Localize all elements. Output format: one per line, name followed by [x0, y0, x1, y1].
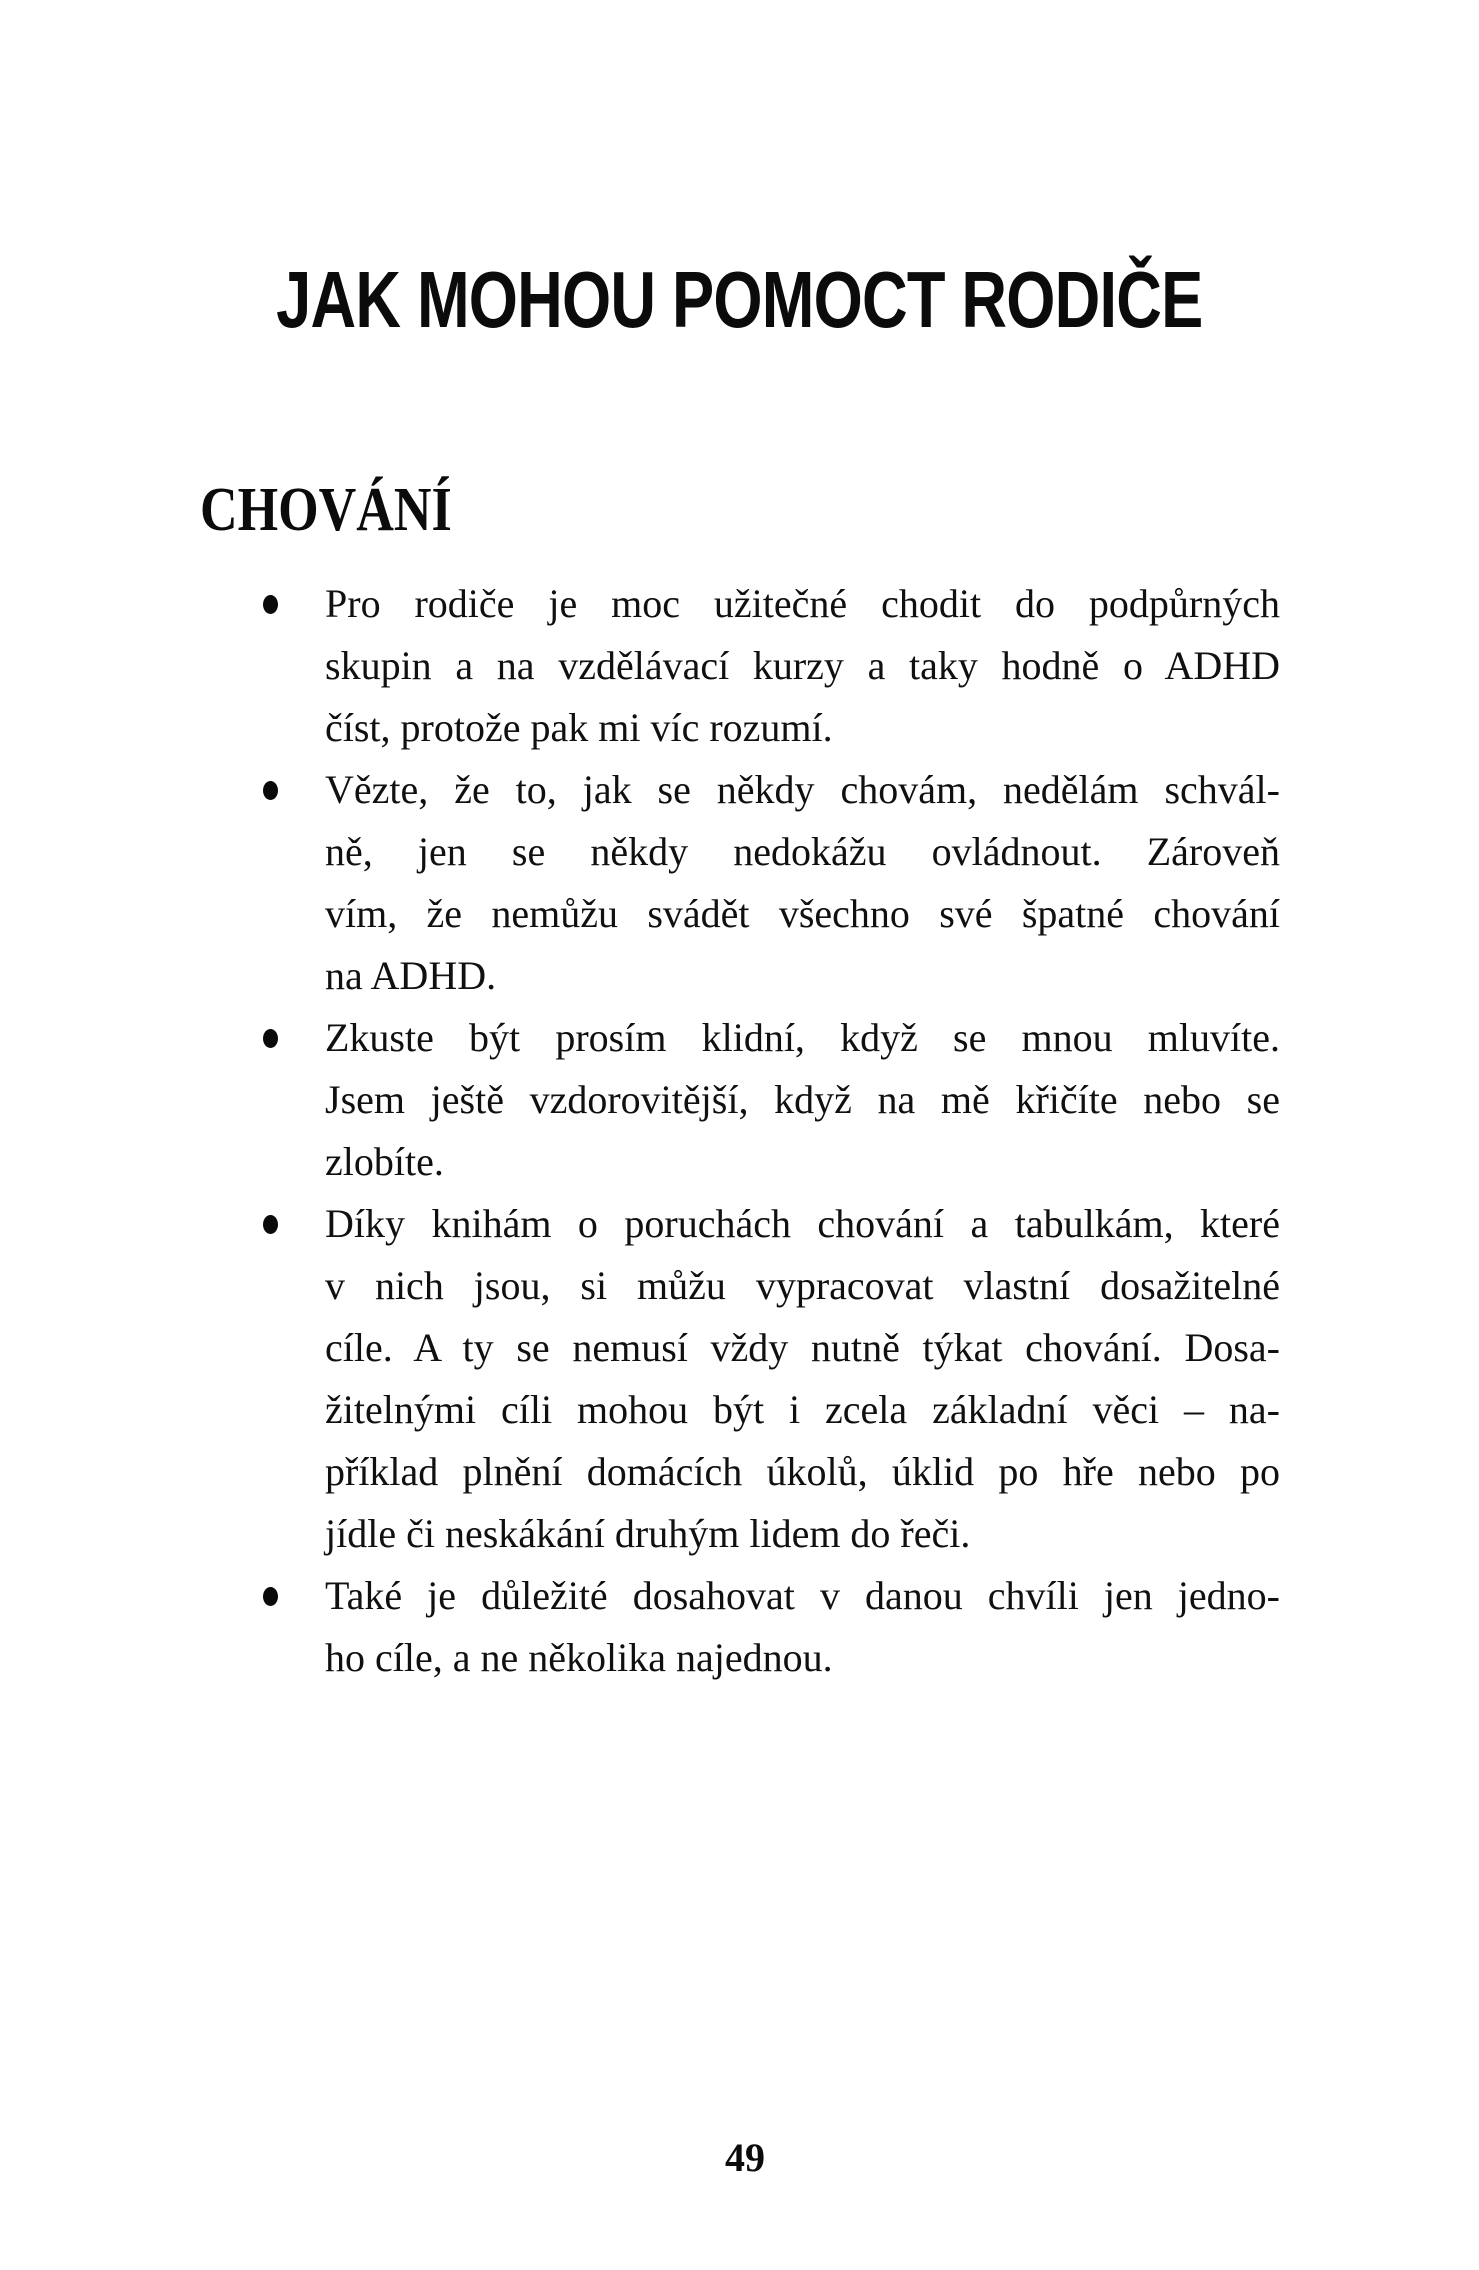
text-line: žitelnými cíli mohou být i zcela základní věci – na- — [325, 1387, 1280, 1432]
page-title-text: JAK MOHOU POMOCT RODIČE — [276, 255, 1203, 344]
bullet-icon — [263, 781, 278, 800]
text-line: skupin a na vzdělávací kurzy a taky hodně o ADHD — [325, 643, 1280, 688]
list-item — [325, 759, 1280, 1007]
text-line: na ADHD. — [325, 953, 497, 998]
section-heading-text: CHOVÁNÍ — [200, 476, 452, 544]
list-item — [325, 1565, 1280, 1689]
text-line: ně, jen se někdy nedokážu ovládnout. Zároveň — [325, 829, 1280, 874]
bullet-list — [325, 573, 1280, 1689]
text-line: Díky knihám o poruchách chování a tabulkám, které — [325, 1201, 1280, 1246]
text-line: v nich jsou, si můžu vypracovat vlastní dosažitelné — [325, 1263, 1280, 1308]
text-line: vím, že nemůžu svádět všechno své špatné chování — [325, 891, 1280, 936]
text-line: číst, protože pak mi víc rozumí. — [325, 705, 833, 750]
text-line: Zkuste být prosím klidní, když se mnou mluvíte. — [325, 1015, 1280, 1060]
text-line: příklad plnění domácích úkolů, úklid po hře nebo po — [325, 1449, 1280, 1494]
text-line: Pro rodiče je moc užitečné chodit do podpůrných — [325, 581, 1280, 626]
bullet-icon — [263, 1587, 278, 1606]
text-line: Vězte, že to, jak se někdy chovám, nedělám schvál- — [325, 767, 1280, 812]
text-line: jídle či neskákání druhým lidem do řeči. — [325, 1511, 971, 1556]
bullet-icon — [263, 595, 278, 614]
page-number: 49 — [725, 2135, 765, 2180]
list-item — [325, 1193, 1280, 1565]
list-item — [325, 573, 1280, 759]
list-item — [325, 1007, 1280, 1193]
text-line: ho cíle, a ne několika najednou. — [325, 1635, 833, 1680]
bullet-icon — [263, 1029, 278, 1048]
text-line: Jsem ještě vzdorovitější, když na mě křičíte nebo se — [325, 1077, 1280, 1122]
bullet-icon — [263, 1215, 278, 1234]
text-line: Také je důležité dosahovat v danou chvíli jen jedno- — [325, 1573, 1280, 1618]
section-heading — [200, 476, 500, 544]
page-title — [0, 255, 1479, 344]
text-line: zlobíte. — [325, 1139, 444, 1184]
text-line: cíle. A ty se nemusí vždy nutně týkat chování. Dosa- — [325, 1325, 1280, 1370]
